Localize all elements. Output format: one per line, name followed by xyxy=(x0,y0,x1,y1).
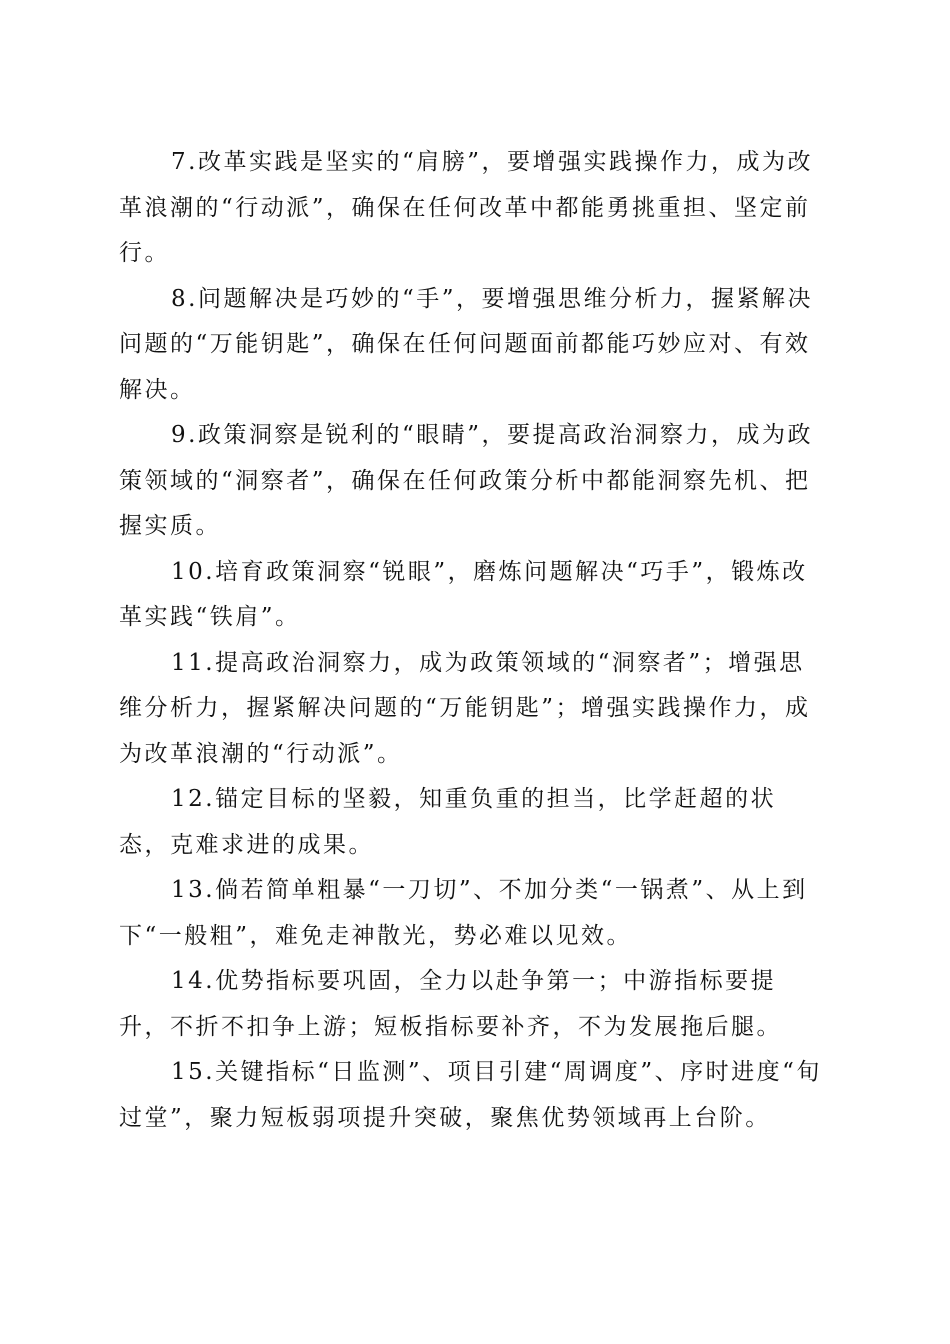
paragraph-8 xyxy=(119,277,825,414)
paragraph-text: 改革实践是坚实的“肩膀”，要增强实践操作力，成为改革浪潮的“行动派”，确保在任何改革中都能勇挑重担、坚定前行。 xyxy=(119,149,813,266)
paragraph-text: 关键指标“日监测”、项目引建“周调度”、序时进度“旬过堂”，聚力短板弱项提升突破，聚焦优势领域再上台阶。 xyxy=(119,1059,822,1131)
document-body xyxy=(119,140,825,1141)
paragraph-10 xyxy=(119,550,825,641)
paragraph-13 xyxy=(119,868,825,959)
paragraph-number: 13. xyxy=(171,877,216,903)
paragraph-text: 问题解决是巧妙的“手”，要增强思维分析力，握紧解决问题的“万能钥匙”，确保在任何问题面前都能巧妙应对、有效解决。 xyxy=(119,285,813,403)
paragraph-14 xyxy=(119,959,825,1050)
paragraph-number: 14. xyxy=(171,968,216,994)
paragraph-number: 11. xyxy=(171,649,216,676)
paragraph-number: 8. xyxy=(171,285,198,312)
paragraph-number: 12. xyxy=(171,786,216,812)
paragraph-9 xyxy=(119,413,825,550)
paragraph-text: 倘若简单粗暴“一刀切”、不加分类“一锅煮”、从上到下“一般粗”，难免走神散光，势必难以见效。 xyxy=(119,877,808,949)
paragraph-number: 10. xyxy=(171,558,216,585)
paragraph-11 xyxy=(119,641,825,778)
paragraph-15 xyxy=(119,1050,825,1141)
paragraph-number: 15. xyxy=(171,1059,216,1085)
paragraph-number: 7. xyxy=(171,149,198,175)
paragraph-12 xyxy=(119,777,825,868)
paragraph-text: 政策洞察是锐利的“眼睛”，要提高政治洞察力，成为政策领域的“洞察者”，确保在任何政策分析中都能洞察先机、把握实质。 xyxy=(119,422,813,539)
paragraph-text: 培育政策洞察“锐眼”，磨炼问题解决“巧手”，锻炼改革实践“铁肩”。 xyxy=(119,558,808,630)
paragraph-text: 优势指标要巩固，全力以赴争第一；中游指标要提升，不折不扣争上游；短板指标要补齐，不为发展拖后腿。 xyxy=(119,968,782,1040)
paragraph-text: 锚定目标的坚毅，知重负重的担当，比学赶超的状态，克难求进的成果。 xyxy=(119,786,777,858)
paragraph-number: 9. xyxy=(171,422,198,448)
paragraph-text: 提高政治洞察力，成为政策领域的“洞察者”；增强思维分析力，握紧解决问题的“万能钥匙”；增强实践操作力，成为改革浪潮的“行动派”。 xyxy=(119,649,811,767)
paragraph-7 xyxy=(119,140,825,277)
